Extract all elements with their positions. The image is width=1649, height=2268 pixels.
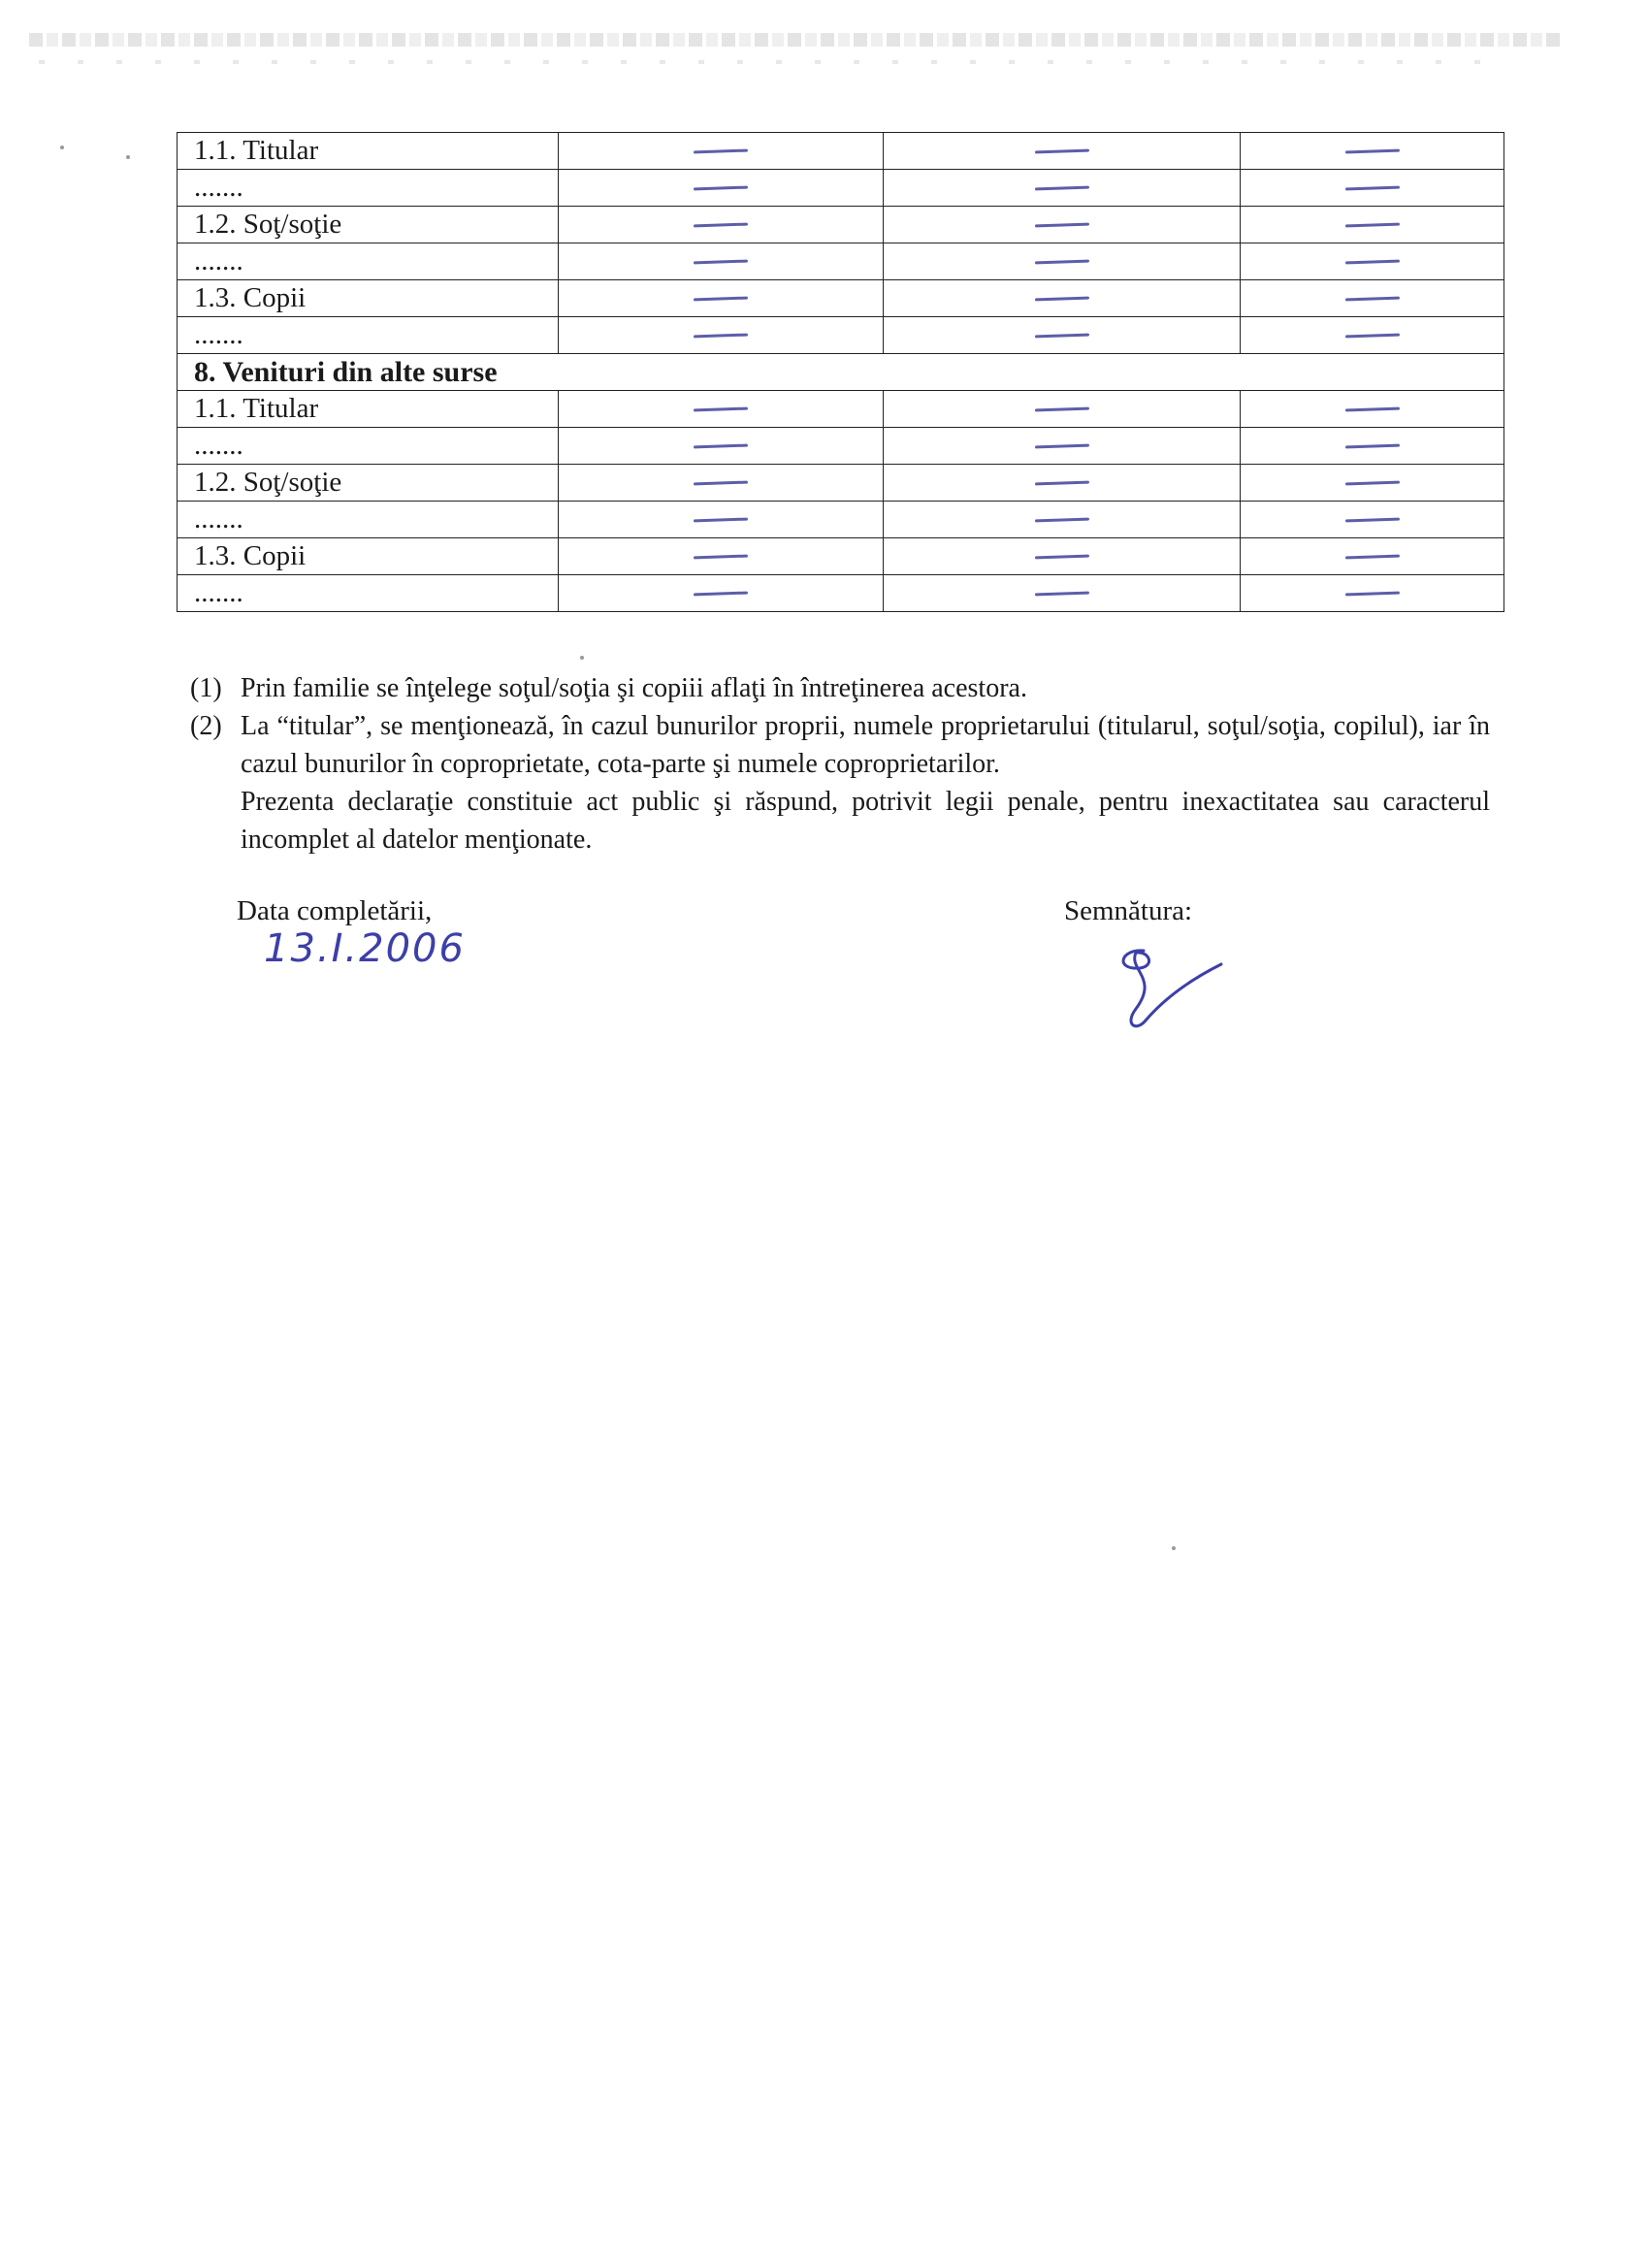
handwritten-dash — [1034, 480, 1088, 485]
handwritten-dash — [1344, 222, 1399, 227]
handwritten-dash — [1344, 517, 1399, 522]
scan-speck — [580, 656, 584, 660]
table-cell — [884, 133, 1241, 170]
table-cell — [1241, 207, 1504, 243]
footnote-2 — [190, 707, 1490, 859]
table-cell — [884, 317, 1241, 354]
table-cell — [1241, 465, 1504, 502]
table-row — [178, 502, 1504, 538]
table-cell — [884, 280, 1241, 317]
table-cell — [559, 538, 884, 575]
handwritten-dash — [1344, 406, 1399, 411]
row-label: 1.1. Titular — [178, 391, 559, 428]
handwritten-dash — [1034, 517, 1088, 522]
handwritten-dash — [694, 480, 748, 485]
table-row — [178, 207, 1504, 243]
table-cell — [884, 575, 1241, 612]
footnote-body — [241, 707, 1490, 859]
table-cell — [559, 465, 884, 502]
table-cell — [1241, 538, 1504, 575]
row-label: 1.2. Soţ/soţie — [178, 465, 559, 502]
table-cell — [1241, 133, 1504, 170]
handwritten-date: 13.I.2006 — [264, 926, 466, 971]
handwritten-dash — [694, 591, 748, 596]
scan-edge-artifact — [29, 33, 1562, 47]
table-row — [178, 133, 1504, 170]
row-label: ....... — [178, 170, 559, 207]
handwritten-dash — [1034, 222, 1088, 227]
handwritten-dash — [694, 554, 748, 559]
table-cell — [884, 243, 1241, 280]
row-label: ....... — [178, 243, 559, 280]
table-cell — [884, 428, 1241, 465]
footnote-text: La “titular”, se menţionează, în cazul bunurilor proprii, numele proprietarului (titularul, soţul/soţia, copilul), iar în cazul bunurilor în coproprietate, cota-parte şi numele coproprietarilor. — [241, 711, 1490, 779]
row-label: 1.3. Copii — [178, 538, 559, 575]
handwritten-dash — [694, 406, 748, 411]
handwritten-dash — [1344, 480, 1399, 485]
table-row — [178, 538, 1504, 575]
scan-speck — [1172, 1546, 1176, 1550]
table-row — [178, 170, 1504, 207]
table-cell — [559, 170, 884, 207]
table-cell — [1241, 575, 1504, 612]
table-cell — [884, 465, 1241, 502]
income-table — [177, 132, 1504, 612]
handwritten-dash — [694, 148, 748, 153]
handwritten-dash — [1034, 554, 1088, 559]
footnote-text: Prin familie se înţelege soţul/soţia şi copiii aflaţi în întreţinerea acestora. — [241, 673, 1027, 703]
handwritten-dash — [1034, 406, 1088, 411]
table-cell — [559, 575, 884, 612]
handwritten-dash — [1034, 443, 1088, 448]
row-label: ....... — [178, 575, 559, 612]
table-row — [178, 428, 1504, 465]
table-cell — [884, 538, 1241, 575]
row-label: 1.2. Soţ/soţie — [178, 207, 559, 243]
handwritten-dash — [1344, 296, 1399, 301]
row-label: 1.1. Titular — [178, 133, 559, 170]
table-cell — [559, 243, 884, 280]
table-cell — [884, 207, 1241, 243]
table-cell — [559, 391, 884, 428]
handwritten-dash — [1344, 185, 1399, 190]
handwritten-dash — [1344, 554, 1399, 559]
table-cell — [1241, 317, 1504, 354]
table-cell — [884, 391, 1241, 428]
table-cell — [1241, 502, 1504, 538]
footnote-number: (2) — [190, 711, 222, 741]
scan-speck — [60, 146, 64, 149]
footnote-1 — [190, 669, 1490, 707]
handwritten-dash — [1344, 148, 1399, 153]
table-cell — [559, 280, 884, 317]
handwritten-dash — [1344, 259, 1399, 264]
handwritten-dash — [694, 222, 748, 227]
row-label: 1.3. Copii — [178, 280, 559, 317]
handwritten-dash — [1034, 296, 1088, 301]
handwritten-dash — [1344, 443, 1399, 448]
table-section-row — [178, 354, 1504, 391]
handwritten-signature — [1101, 931, 1237, 1038]
handwritten-dash — [1344, 591, 1399, 596]
handwritten-dash — [1034, 333, 1088, 338]
table-cell — [1241, 170, 1504, 207]
table-cell — [1241, 391, 1504, 428]
table-cell — [1241, 428, 1504, 465]
income-table-body — [178, 133, 1504, 612]
table-row — [178, 280, 1504, 317]
handwritten-dash — [694, 296, 748, 301]
table-cell — [1241, 243, 1504, 280]
table-row — [178, 575, 1504, 612]
table-cell — [884, 170, 1241, 207]
handwritten-dash — [1344, 333, 1399, 338]
table-cell — [559, 133, 884, 170]
handwritten-dash — [694, 259, 748, 264]
footnotes — [190, 669, 1490, 859]
table-cell — [884, 502, 1241, 538]
handwritten-dash — [694, 443, 748, 448]
legal-statement: Prezenta declaraţie constituie act public şi răspund, potrivit legii penale, pentru inexactitatea sau caracterul incomplet al datelor menţionate. — [241, 787, 1490, 855]
table-row — [178, 243, 1504, 280]
row-label: ....... — [178, 428, 559, 465]
handwritten-dash — [1034, 148, 1088, 153]
signature-label: Semnătura: — [1064, 895, 1193, 926]
handwritten-dash — [1034, 185, 1088, 190]
table-cell — [559, 502, 884, 538]
table-row — [178, 465, 1504, 502]
section-heading: 8. Venituri din alte surse — [178, 354, 1504, 391]
table-cell — [559, 428, 884, 465]
scan-edge-artifact — [39, 60, 1513, 64]
table-row — [178, 317, 1504, 354]
handwritten-dash — [1034, 591, 1088, 596]
footnote-number: (1) — [190, 673, 222, 703]
table-row — [178, 391, 1504, 428]
table-cell — [559, 207, 884, 243]
handwritten-dash — [694, 185, 748, 190]
table-cell — [559, 317, 884, 354]
handwritten-dash — [694, 333, 748, 338]
table-cell — [1241, 280, 1504, 317]
row-label: ....... — [178, 502, 559, 538]
row-label: ....... — [178, 317, 559, 354]
date-label: Data completării, — [237, 895, 433, 926]
handwritten-dash — [1034, 259, 1088, 264]
scan-speck — [126, 155, 130, 159]
handwritten-dash — [694, 517, 748, 522]
